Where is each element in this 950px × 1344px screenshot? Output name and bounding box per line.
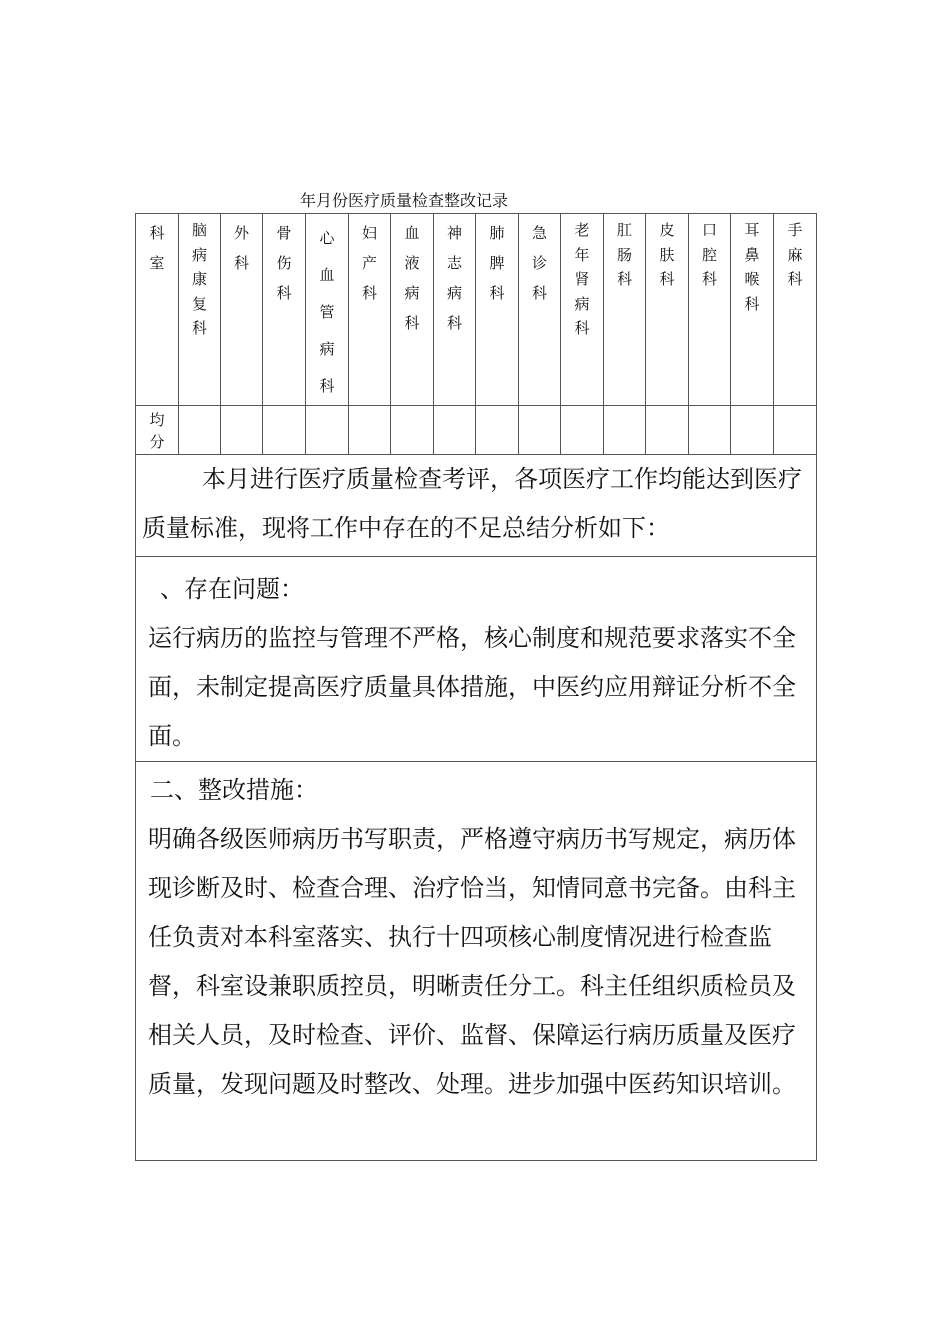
score-cell <box>646 406 689 455</box>
score-cell <box>349 406 391 455</box>
measures-paragraph: 明确各级医师病历书写职责，严格遵守病历书写规定，病历体现诊断及时、检查合理、治疗恰当，知情同意书完备。由科主任负责对本科室落实、执行十四项核心制度情况进行检查监督，科室设兼职质控员，明晰责任分工。科主任组织质检员及相关人员，及时检查、评价、监督、保障运行病历质量及医疗质量，发现问题及时整改、处理。进步加强中医药知识培训。 <box>148 825 796 1098</box>
intro-paragraph: 本月进行医疗质量检查考评，各项医疗工作均能达到医疗质量标准，现将工作中存在的不足总结分析如下： <box>142 465 802 542</box>
department-cell <box>476 214 519 406</box>
average-label-cell <box>136 406 179 455</box>
average-label: 均 分 <box>149 411 165 451</box>
score-cell <box>306 406 349 455</box>
average-score-row <box>136 406 817 455</box>
department-cell <box>604 214 646 406</box>
department-name: 血 液 病 科 <box>404 224 420 332</box>
department-name: 肺 脾 科 <box>489 224 505 302</box>
problems-paragraph: 运行病历的监控与管理不严格，核心制度和规范要求落实不全面，未制定提高医疗质量具体措施，中医约应用辩证分析不全面。 <box>148 624 796 750</box>
score-cell <box>561 406 604 455</box>
department-cell <box>731 214 774 406</box>
department-cell <box>646 214 689 406</box>
department-name: 皮 肤 科 <box>659 221 675 288</box>
department-cell <box>349 214 391 406</box>
department-name: 骨 伤 科 <box>276 224 292 302</box>
score-cell <box>391 406 434 455</box>
department-name: 手 麻 科 <box>787 221 803 288</box>
department-name: 老 年 肾 病 科 <box>574 221 590 337</box>
department-name: 神 志 病 科 <box>446 224 462 332</box>
problems-row <box>136 557 817 762</box>
score-cell <box>221 406 263 455</box>
score-cell <box>179 406 221 455</box>
department-cell <box>391 214 434 406</box>
department-name: 急 诊 科 <box>531 224 547 302</box>
department-name: 妇 产 科 <box>361 224 377 302</box>
department-cell <box>306 214 349 406</box>
problems-cell <box>136 557 817 762</box>
department-cell <box>263 214 306 406</box>
score-cell <box>263 406 306 455</box>
score-cell <box>774 406 817 455</box>
problems-heading: 、存在问题： <box>160 575 304 603</box>
measures-row <box>136 762 817 1161</box>
department-header-label: 科 室 <box>149 224 165 272</box>
score-cell <box>434 406 476 455</box>
department-cell <box>519 214 561 406</box>
department-header-cell <box>136 214 179 406</box>
department-name: 外 科 <box>233 224 249 272</box>
score-cell <box>689 406 731 455</box>
quality-record-table <box>135 213 817 1161</box>
department-name: 脑 病 康 复 科 <box>191 221 207 337</box>
department-cell <box>561 214 604 406</box>
score-cell <box>519 406 561 455</box>
department-cell <box>434 214 476 406</box>
department-name: 口 腔 科 <box>701 221 717 288</box>
measures-cell <box>136 762 817 1161</box>
score-cell <box>476 406 519 455</box>
score-cell <box>731 406 774 455</box>
department-cell <box>179 214 221 406</box>
intro-cell <box>136 455 817 557</box>
department-name: 耳 鼻 喉 科 <box>744 221 760 313</box>
document-title: 年月份医疗质量检查整改记录 <box>300 191 509 210</box>
measures-heading: 二、整改措施： <box>150 776 318 804</box>
department-name: 肛 肠 科 <box>616 221 632 288</box>
department-cell <box>221 214 263 406</box>
department-cell <box>774 214 817 406</box>
score-cell <box>604 406 646 455</box>
intro-row <box>136 455 817 557</box>
department-cell <box>689 214 731 406</box>
department-header-row <box>136 214 817 406</box>
department-name: 心 血 管 病 科 <box>319 229 335 395</box>
